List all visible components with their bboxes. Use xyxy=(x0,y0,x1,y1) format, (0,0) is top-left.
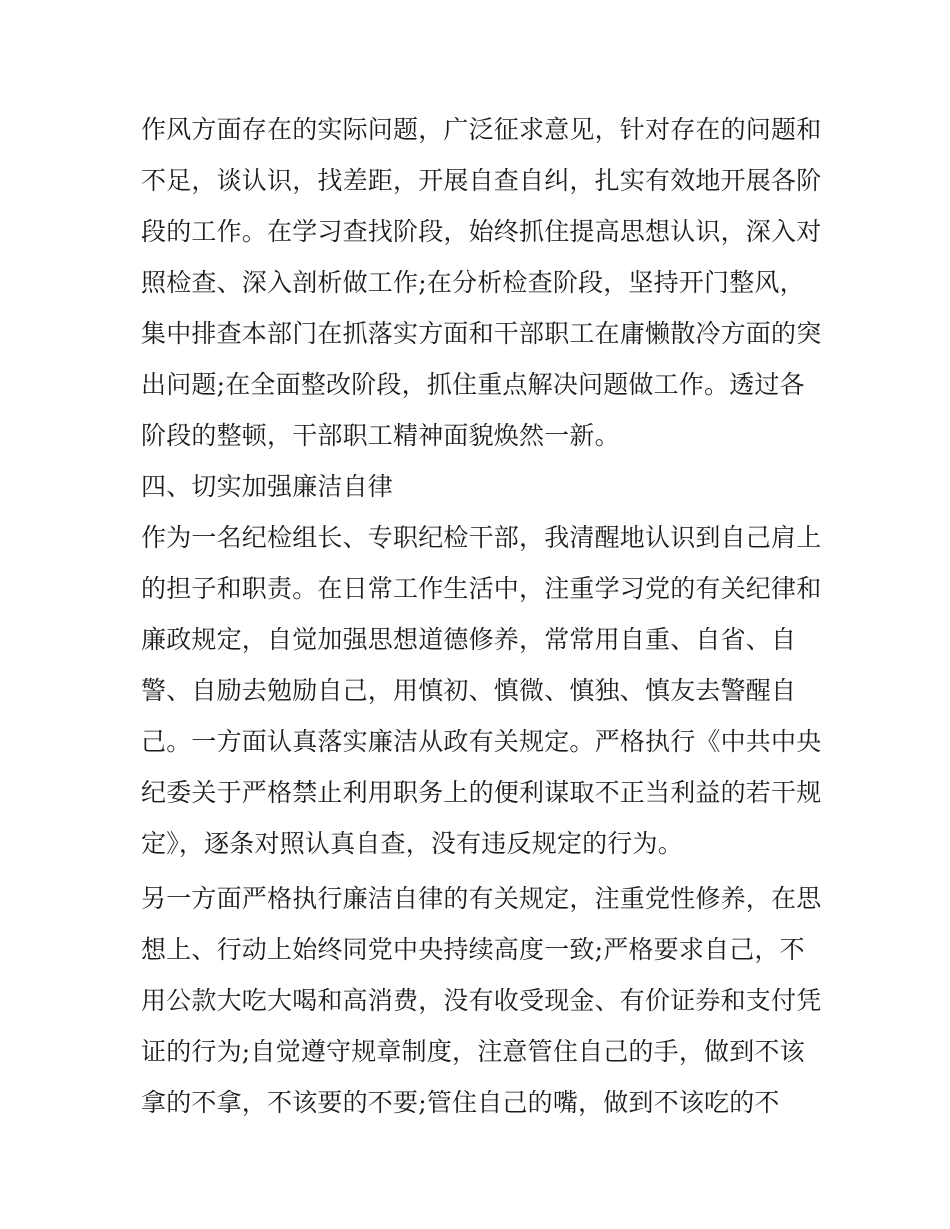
text-line: 的担子和职责。在日常工作生活中，注重学习党的有关纪律和 xyxy=(141,574,822,603)
paragraph-integrity-duty xyxy=(141,512,831,869)
paragraph-work-style xyxy=(141,104,831,461)
text-line: 纪委关于严格禁止利用职务上的便利谋取不正当利益的若干规 xyxy=(141,778,822,807)
text-line: 另一方面严格执行廉洁自律的有关规定，注重党性修养，在思 xyxy=(141,884,822,913)
text-line: 警、自励去勉励自己，用慎初、慎微、慎独、慎友去警醒自 xyxy=(141,676,797,705)
text-line: 段的工作。在学习查找阶段，始终抓住提高思想认识，深入对 xyxy=(141,217,822,246)
text-line: 定》，逐条对照认真自查，没有违反规定的行为。 xyxy=(141,829,683,858)
text-line: 想上、行动上始终同党中央持续高度一致;严格要求自己，不 xyxy=(141,935,805,964)
text-line: 证的行为;自觉遵守规章制度，注意管住自己的手，做到不该 xyxy=(141,1037,805,1066)
text-line: 集中排查本部门在抓落实方面和干部职工在庸懒散冷方面的突 xyxy=(141,319,822,348)
text-line: 出问题;在全面整改阶段，抓住重点解决问题做工作。透过各 xyxy=(141,370,805,399)
section-heading: 四、切实加强廉洁自律 xyxy=(141,472,394,501)
document-body xyxy=(141,104,831,1128)
text-line: 作风方面存在的实际问题，广泛征求意见，针对存在的问题和 xyxy=(141,115,822,144)
text-line: 阶段的整顿，干部职工精神面貌焕然一新。 xyxy=(141,421,620,450)
text-line: 作为一名纪检组长、专职纪检干部，我清醒地认识到自己肩上 xyxy=(141,523,822,552)
text-line: 照检查、深入剖析做工作;在分析检查阶段，坚持开门整风， xyxy=(141,268,805,297)
text-line: 廉政规定，自觉加强思想道德修养，常常用自重、自省、自 xyxy=(141,625,797,654)
text-line: 用公款大吃大喝和高消费，没有收受现金、有价证券和支付凭 xyxy=(141,986,822,1015)
text-line: 拿的不拿，不该要的不要;管住自己的嘴，做到不该吃的不 xyxy=(141,1088,780,1117)
text-line: 己。一方面认真落实廉洁从政有关规定。严格执行《中共中央 xyxy=(141,727,822,756)
text-line: 不足，谈认识，找差距，开展自查自纠，扎实有效地开展各阶 xyxy=(141,166,822,195)
paragraph-self-discipline xyxy=(141,873,831,1128)
